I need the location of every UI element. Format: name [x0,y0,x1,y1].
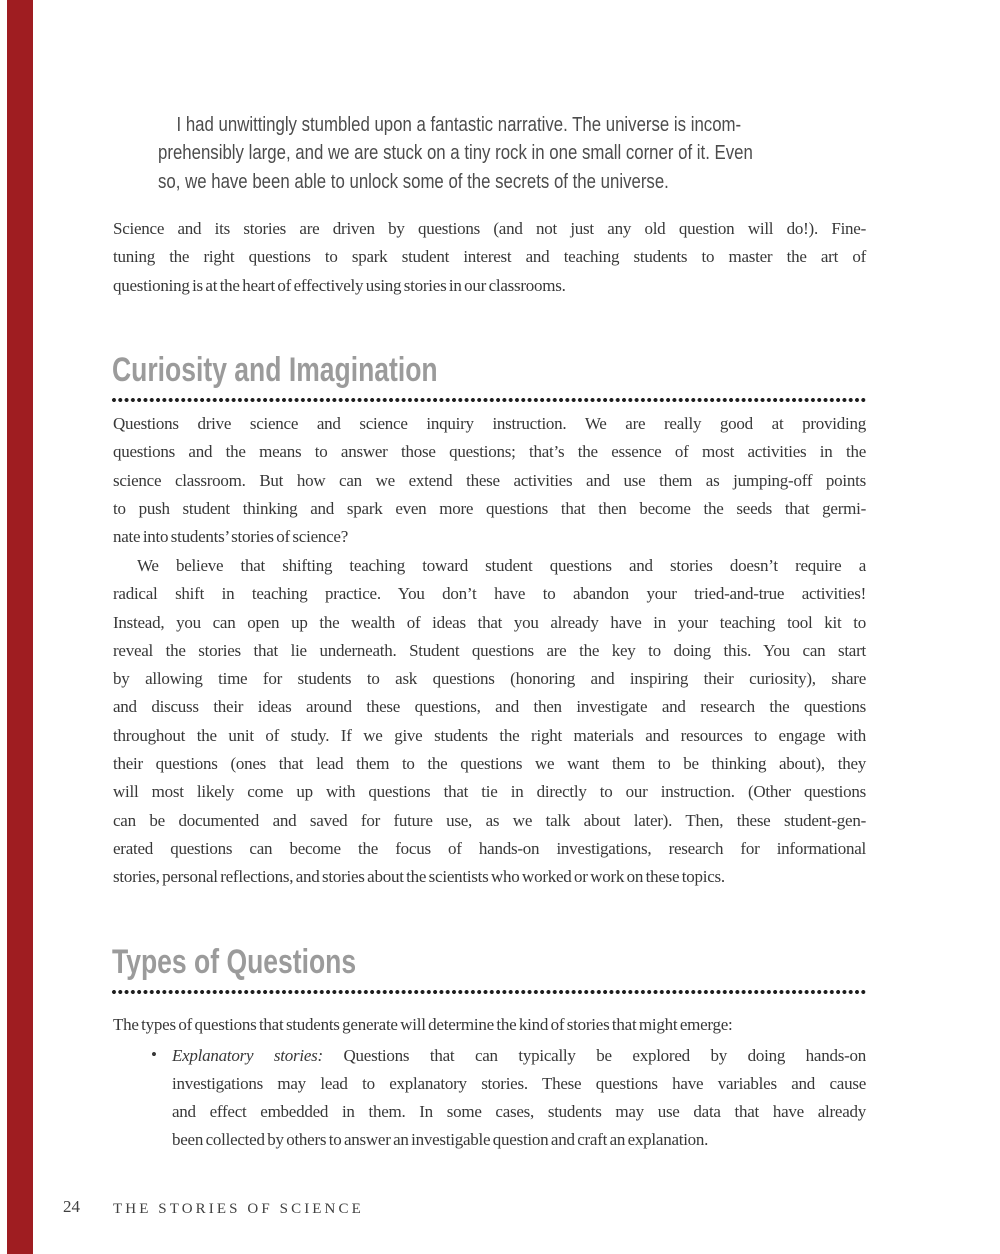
intro-paragraph [113,215,866,300]
text-line: Questions drive science and science inquiry instruction. We are really good at providing [113,414,866,433]
text-line: by allowing time for students to ask questions (honoring and inspiring their curiosity), share [113,669,866,689]
section-heading-text: Curiosity and Imagination [112,351,438,389]
text-line: reveal the stories that lie underneath. Student questions are the key to doing this. You can start [113,640,866,660]
page-number: 24 [63,1197,80,1216]
text-line: will most likely come up with questions that tie in directly to our instruction. (Other questions [113,782,866,802]
curiosity-paragraph-2 [113,552,866,892]
page-edge-color-bar [7,0,33,1254]
text-line: so, we have been able to unlock some of the secrets of the universe. [158,170,669,193]
running-footer-book-title: THE STORIES OF SCIENCE [113,1201,364,1217]
text-line: their questions (ones that lead them to the questions we want them to be thinking about), they [113,754,866,774]
bullet-item-explanatory-stories [113,1042,866,1154]
text-line: been collected by others to answer an investigable question and craft an explanation. [172,1129,709,1149]
text-line: investigations may lead to explanatory stories. These questions have variables and cause [172,1073,866,1093]
text-line: stories, personal reflections, and stories about the scientists who worked or work on these topics. [113,867,725,887]
text-line: questioning is at the heart of effectively using stories in our classrooms. [113,275,566,295]
curiosity-paragraph-1 [113,410,866,551]
bullet-wrapped-lines [172,1070,866,1154]
dotted-rule [111,397,867,403]
text-line: to push student thinking and spark even more questions that then become the seeds that germi- [113,498,866,518]
text-line: Science and its stories are driven by questions (and not just any old question will do!). Fine- [113,219,866,238]
text-line: and effect embedded in them. In some cases, students may use data that have already [172,1101,866,1121]
bullet-icon: • [151,1045,157,1064]
text-line: erated questions can become the focus of hands-on investigations, research for informational [113,838,866,858]
text-line: I had unwittingly stumbled upon a fantastic narrative. The universe is incom- [176,114,742,136]
text-line: The types of questions that students generate will determine the kind of stories that might emerge: [113,1015,733,1034]
text-line: can be documented and saved for future use, as we talk about later). Then, these student-gen- [113,810,866,830]
bullet-italic-lead: Explanatory stories: [172,1046,323,1065]
text-line: prehensibly large, and we are stuck on a tiny rock in one small corner of it. Even [158,142,753,165]
text-line: Instead, you can open up the wealth of ideas that you already have in your teaching tool kit to [113,612,866,632]
text-line: and discuss their ideas around these questions, and then investigate and research the questions [113,697,866,717]
block-quote [158,111,858,196]
text-line: throughout the unit of study. If we give students the right materials and resources to engage with [113,725,866,745]
text-line: nate into students’ stories of science? [113,527,348,547]
bullet-text [172,1042,866,1154]
text-line: science classroom. But how can we extend these activities and use them as jumping-off points [113,470,866,490]
section-heading-types [112,942,425,982]
text-line: We believe that shifting teaching toward student questions and stories doesn’t require a [137,556,866,575]
section-heading-text: Types of Questions [112,943,357,981]
dotted-rule [111,989,867,995]
text-line: radical shift in teaching practice. You don’t have to abandon your tried-and-true activities! [113,584,866,604]
text-line [172,1042,866,1070]
text-line: questions and the means to answer those questions; that’s the essence of most activities in the [113,442,866,462]
types-lead-paragraph [113,1011,866,1039]
bullet-line-rest: Questions that can typically be explored by doing hands-on [322,1046,866,1065]
text-line: tuning the right questions to spark student interest and teaching students to master the art of [113,247,866,267]
section-heading-curiosity [112,350,529,390]
